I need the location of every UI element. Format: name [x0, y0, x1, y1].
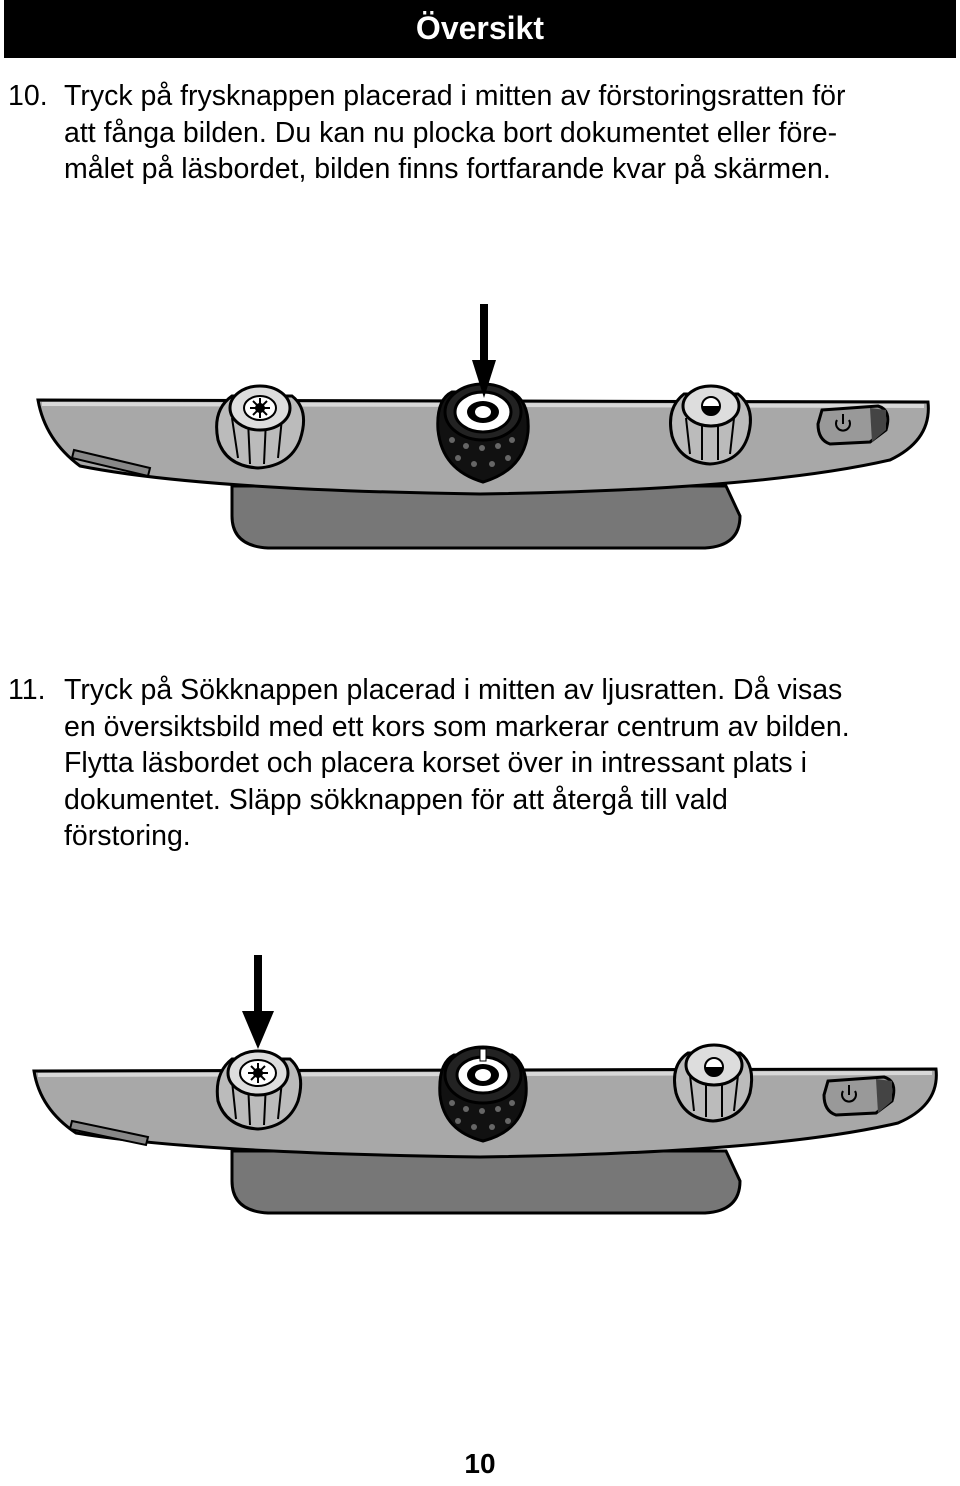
- tray-base: [232, 1151, 740, 1213]
- light-dial: [217, 386, 304, 468]
- step-text-line: Tryck på Sökknappen placerad i mitten av ljusratten. Då visas: [64, 674, 843, 706]
- page-title: Översikt: [415, 10, 544, 46]
- sun-icon: [248, 1063, 268, 1083]
- contrast-icon: [705, 1058, 723, 1076]
- step-number: 11.: [8, 674, 46, 706]
- step-text-line: målet på läsbordet, bilden finns fortfarande kvar på skärmen.: [64, 153, 831, 185]
- device-control-panel-illustration-freeze: [0, 290, 960, 560]
- power-button: [824, 1077, 894, 1115]
- device-control-panel-illustration-search: [0, 945, 960, 1225]
- step-text: [64, 78, 948, 188]
- step-text-line: Flytta läsbordet och placera korset över in intressant plats i: [64, 747, 807, 779]
- pointer-arrow: [242, 955, 274, 1049]
- step-number: 10.: [8, 80, 48, 112]
- step-text-line: Tryck på frysknappen placerad i mitten av förstoringsratten för: [64, 80, 846, 112]
- power-button: [818, 406, 888, 444]
- page-header: [4, 0, 956, 58]
- contrast-dial: [675, 1045, 752, 1121]
- sun-icon: [250, 398, 270, 418]
- contrast-icon: [702, 397, 720, 415]
- step-text-line: dokumentet. Släpp sökknappen för att återgå till vald: [64, 783, 728, 816]
- contrast-dial: [671, 386, 751, 464]
- page-number: 10: [464, 1448, 496, 1479]
- light-dial: [217, 1051, 300, 1129]
- step-text-line: förstoring.: [64, 820, 191, 852]
- step-text-line: att fånga bilden. Du kan nu plocka bort dokumentet eller före-: [64, 116, 838, 149]
- step-text-line: en översiktsbild med ett kors som markerar centrum av bilden.: [64, 710, 850, 743]
- step-text: [64, 672, 948, 855]
